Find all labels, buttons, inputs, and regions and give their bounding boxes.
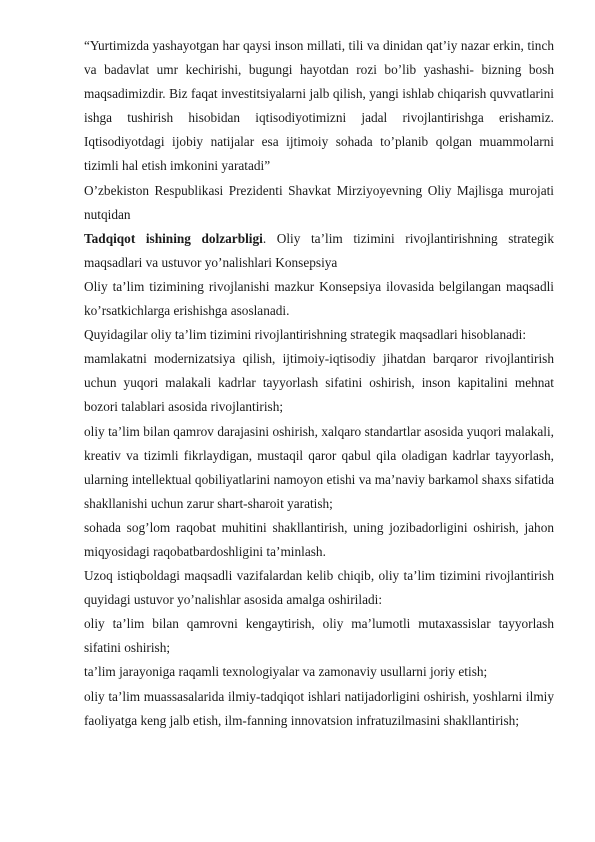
goal-item: mamlakatni modernizatsiya qilish, ijtimoiy-iqtisodiy jihatdan barqaror rivojlantirish uchun yuqori malakali kadrlar tayyorlash sifatini oshirish, inson kapitalini mehnat bozori talablari asosida rivojlantirish; [84,351,554,415]
body-paragraph: Quyidagilar oliy ta’lim tizimini rivojlantirishning strategik maqsadlari hisoblanadi: [84,327,527,343]
goal-item: sohada sog’lom raqobat muhitini shakllantirish, uning jozibadorligini oshirish, jahon miqyosidagi raqobatbardoshligini ta’minlash. [84,519,554,559]
relevance-text: . Oliy ta’lim tizimini rivojlantirishning strategik maqsadlari va ustuvor yo’nalishlari Konsepsiya [84,230,554,270]
priority-item: oliy ta’lim muassasalarida ilmiy-tadqiqot ishlari natijadorligini oshirish, yoshlarni ilmiy faoliyatga keng jalb etish, ilm-fanning innovatsion infratuzilmasini shakllantirish; [84,688,554,728]
goal-item: oliy ta’lim bilan qamrov darajasini oshirish, xalqaro standartlar asosida yuqori malakali, kreativ va tizimli fikrlaydigan, mustaqil qaror qabul qila oladigan kadrlar tayyorlash, ularning intellektual qobiliyatlarini namoyon etishi va ma’naviy barkamol shaxs sifatida shakllanishi uchun zarur shart-sharoit yaratish; [84,423,554,511]
body-paragraph: Oliy ta’lim tizimining rivojlanishi mazkur Konsepsiya ilovasida belgilangan maqsadli ko’rsatkichlarga erishishga asoslanadi. [84,278,554,319]
priority-item: oliy ta’lim bilan qamrovni kengaytirish, oliy ma’lumotli mutaxassislar tayyorlash sifatini oshirish; [84,616,554,656]
priority-item: ta’lim jarayoniga raqamli texnologiyalar va zamonaviy usullarni joriy etish; [84,664,488,680]
epigraph-quote: “Yurtimizda yashayotgan har qaysi inson millati, tili va dinidan qat’iy nazar erkin, tinch va badavlat umr kechirishi, bugungi hayotdan rozi bo’lib yashashi- bizning bosh maqsadimizdir. Biz faqat investitsiyalarni jalb qilish, yangi ishlab chiqarish quvvatlarini ishga tushirish hisobidan iqtisodiyotimizni jadal rivojlantirishga erishamiz. Iqtisodiyotdagi ijobiy natijalar esa ijtimoiy sohada to’planib qolgan muammolarni tizimli hal etish imkonini yaratadi” [84,38,554,174]
body-paragraph: Uzoq istiqboldagi maqsadli vazifalardan kelib chiqib, oliy ta’lim tizimini rivojlantirish quyidagi ustuvor yo’nalishlar asosida amalga oshiriladi: [84,568,554,608]
relevance-heading: Tadqiqot ishining dolzarbligi [84,230,263,246]
relevance-paragraph [84,227,554,275]
document-page [84,34,554,733]
epigraph-source: O’zbekiston Respublikasi Prezidenti Shavkat Mirziyoyevning Oliy Majlisga murojati nutqidan [84,182,554,222]
